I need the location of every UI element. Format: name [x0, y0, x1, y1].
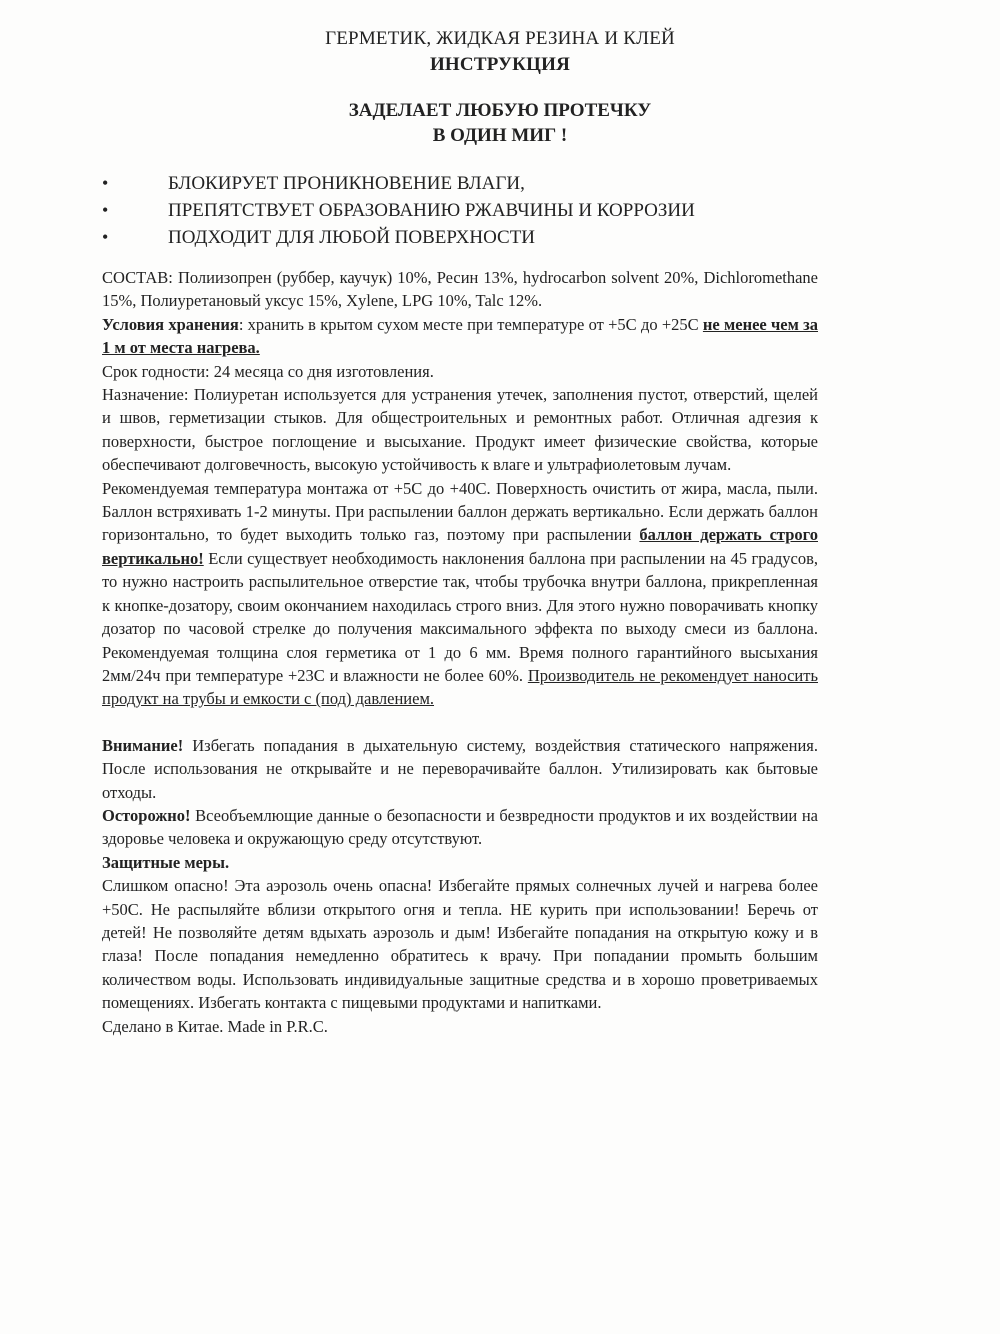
usage-text-2: Если существует необходимость наклонения баллона при распылении на 45 градусов, то нужно настроить распылительное отверстие так, чтобы трубочка внутри баллона, прикрепленная к кнопке-дозатору, своим окончанием находилась строго вниз. Для этого нужно поворачивать кнопку дозатор по часовой стрелке до получения максимального эффекта по выходу смеси из баллона. Рекомендуемая толщина слоя герметика от 1 до 6 мм. Время полного гарантийного высыхания 2мм/24ч при температуре +23С и влажности не более 60%. [102, 548, 818, 685]
composition-paragraph: СОСТАВ: Полиизопрен (руббер, каучук) 10%, Ресин 13%, hydrocarbon solvent 20%, Dichloromethane 15%, Полиуретановый уксус 15%, Xylene, LPG 10%, Talc 12%. [102, 268, 818, 311]
storage-paragraph [102, 313, 818, 360]
bullet-marker: • [102, 173, 109, 193]
slogan-line-1: ЗАДЕЛАЕТ ЛЮБУЮ ПРОТЕЧКУ [348, 100, 652, 121]
product-title: ГЕРМЕТИК, ЖИДКАЯ РЕЗИНА И КЛЕЙ [325, 28, 675, 49]
slogan [0, 98, 1000, 148]
slogan-line-2: В ОДИН МИГ ! [432, 125, 568, 146]
storage-text: : хранить в крытом сухом месте при температуре от +5С до +25С [238, 314, 703, 334]
bullet-marker: • [102, 200, 109, 220]
attention-label: Внимание! [102, 735, 184, 755]
pressure-warning: Производитель не рекомендует наносить продукт на трубы и емкости с (под) давлением. [102, 665, 818, 709]
caution-text: Всеобъемлющие данные о безопасности и безвредности продуктов и их воздействии на здоровье человека и окружающую среду отсутствуют. [102, 805, 818, 849]
protection-paragraph: Слишком опасно! Эта аэрозоль очень опасна! Избегайте прямых солнечных лучей и нагрева более +50С. Не распыляйте вблизи открытого огня и тепла. НЕ курить при использовании! Беречь от детей! Не позволяйте детям вдыхать аэрозоль и дым! Избегайте попадания на открытую кожу и в глаза! После попадания немедленно обратитесь к врачу. При попадании промыть большим количеством воды. Использовать индивидуальные защитные средства и в хорошо проветриваемых помещениях. Избегать контакта с пищевыми продуктами и напитками. [102, 876, 818, 1013]
caution-paragraph [102, 804, 818, 851]
usage-emphasis: баллон держать строго вертикально! [102, 525, 818, 568]
storage-label: Условия хранения [102, 314, 239, 334]
instruction-body [102, 266, 818, 1038]
origin-line: Сделано в Китае. Made in P.R.C. [102, 1016, 328, 1036]
feature-text: БЛОКИРУЕТ ПРОНИКНОВЕНИЕ ВЛАГИ, [168, 173, 525, 194]
bullet-marker: • [102, 227, 109, 247]
feature-text: ПОДХОДИТ ДЛЯ ЛЮБОЙ ПОВЕРХНОСТИ [168, 227, 536, 248]
list-item [102, 170, 862, 197]
document-title: ИНСТРУКЦИЯ [429, 54, 571, 75]
attention-paragraph [102, 734, 818, 804]
feature-text: ПРЕПЯТСТВУЕТ ОБРАЗОВАНИЮ РЖАВЧИНЫ И КОРРОЗИИ [168, 200, 695, 221]
feature-list [102, 170, 862, 251]
protection-heading: Защитные меры. [102, 852, 230, 872]
attention-text: Избегать попадания в дыхательную систему, воздействия статического напряжения. После использования не открывайте и не переворачивайте баллон. Утилизировать как бытовые отходы. [102, 735, 818, 802]
shelf-life-paragraph: Срок годности: 24 месяца со дня изготовления. [102, 361, 434, 381]
list-item [102, 224, 862, 251]
document-header [0, 26, 1000, 78]
section-gap [102, 711, 818, 734]
usage-paragraph [102, 477, 818, 711]
usage-text-1: Рекомендуемая температура монтажа от +5С до +40С. Поверхность очистить от жира, масла, пыли. Баллон встряхивать 1-2 минуты. При распылении баллон держать вертикально. Если держать баллон горизонтально, то будет выходить только газ, поэтому при распылении [102, 478, 818, 545]
list-item [102, 197, 862, 224]
storage-emphasis: не менее чем за 1 м от места нагрева. [102, 314, 819, 358]
caution-label: Осторожно! [102, 805, 191, 825]
purpose-paragraph: Назначение: Полиуретан используется для устранения утечек, заполнения пустот, отверстий, щелей и швов, герметизации стыков. Для общестроительных и ремонтных работ. Отличная адгезия к поверхности, быстрое поглощение и высыхание. Продукт имеет физические свойства, которые обеспечивают долговечность, высокую устойчивость к влаге и ультрафиолетовым лучам. [102, 385, 818, 475]
